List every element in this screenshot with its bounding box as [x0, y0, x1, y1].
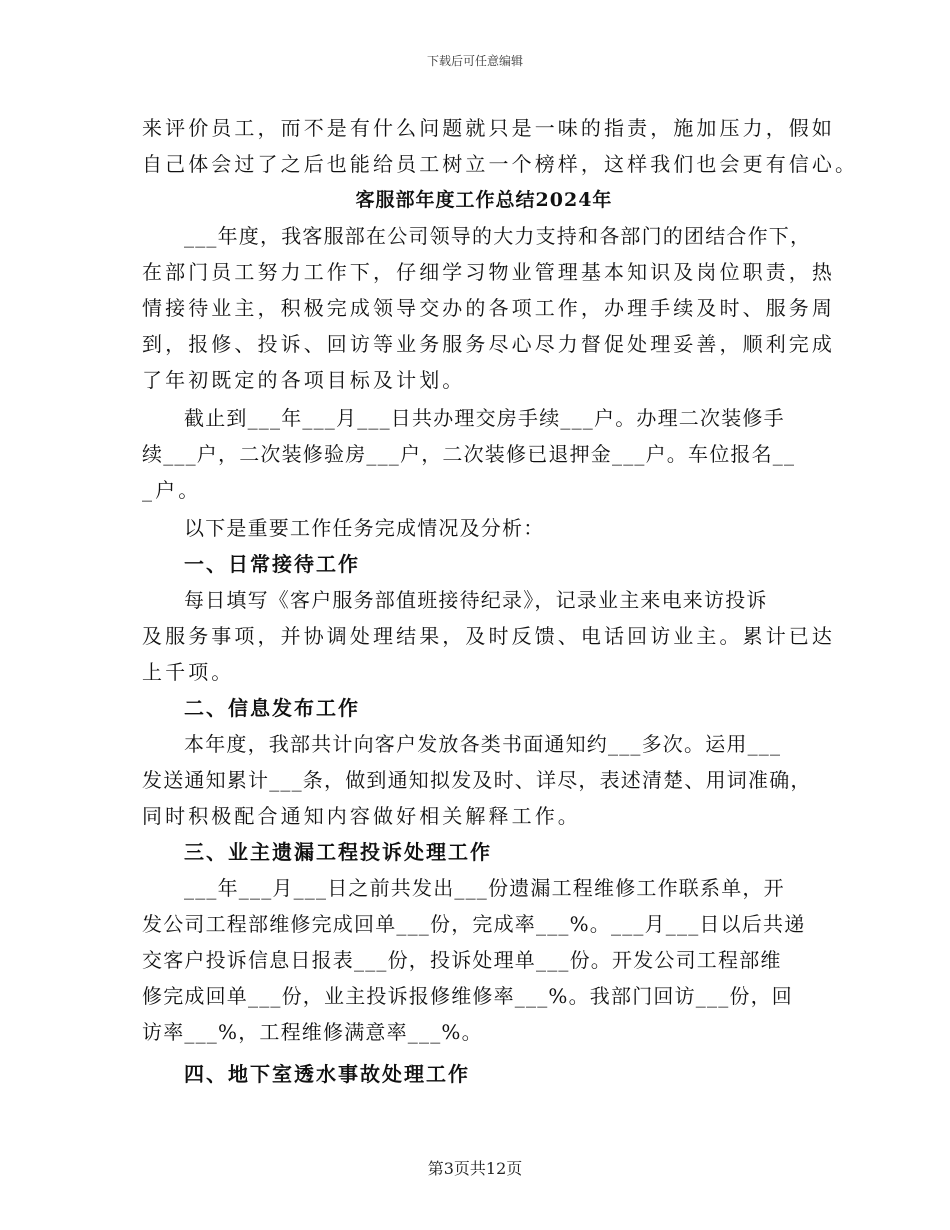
paragraph-line: 来评价员工，而不是有什么问题就只是一味的指责，施加压力，假如	[142, 116, 835, 140]
paragraph-line: 情接待业主，积极完成领导交办的各项工作，办理手续及时、服务周	[142, 296, 835, 320]
paragraph-line: ___年___月___日之前共发出___份遗漏工程维修工作联系单，开	[184, 876, 785, 900]
paragraph-line: 了年初既定的各项目标及计划。	[142, 368, 466, 392]
paragraph-line: 交客户投诉信息日报表___份，投诉处理单___份。开发公司工程部维	[142, 948, 782, 972]
paragraph-line: 本年度，我部共计向客户发放各类书面通知约___多次。运用___	[184, 732, 782, 756]
section-heading: 二、信息发布工作	[184, 696, 360, 720]
paragraph-line: _户。	[142, 478, 202, 502]
section-heading: 一、日常接待工作	[184, 552, 360, 576]
paragraph-line: 到，报修、投诉、回访等业务服务尽心尽力督促处理妥善，顺利完成	[142, 332, 835, 356]
paragraph-line: 访率___%，工程维修满意率___%。	[142, 1020, 483, 1044]
paragraph-line: 在部门员工努力工作下，仔细学习物业管理基本知识及岗位职责，热	[142, 260, 835, 284]
section-heading: 三、业主遗漏工程投诉处理工作	[184, 840, 492, 864]
page-footer: 第3页共12页	[427, 1159, 523, 1178]
paragraph-line: 同时积极配合通知内容做好相关解释工作。	[142, 804, 581, 828]
paragraph-line: 每日填写《客户服务部值班接待纪录》，记录业主来电来访投诉	[184, 588, 768, 612]
paragraph-line: 截止到___年___月___日共办理交房手续___户。办理二次装修手	[184, 406, 785, 430]
header-note: 下载后可任意编辑	[426, 54, 523, 68]
paragraph-line: 上千项。	[142, 660, 235, 684]
paragraph-line: 以下是重要工作任务完成情况及分析：	[184, 516, 545, 540]
document-title: 客服部年度工作总结2024年	[355, 189, 613, 211]
paragraph-line: 修完成回单___份，业主投诉报修维修率___%。我部门回访___份，回	[142, 984, 794, 1008]
paragraph-line: ___年度，我客服部在公司领导的大力支持和各部门的团结合作下，	[184, 224, 812, 248]
paragraph-line: 发公司工程部维修完成回单___份，完成率___%。___月___日以后共递	[142, 912, 806, 936]
paragraph-line: 续___户，二次装修验房___户，二次装修已退押金___户。车位报名__	[142, 442, 796, 466]
paragraph-line: 及服务事项，并协调处理结果，及时反馈、电话回访业主。累计已达	[142, 624, 835, 648]
paragraph-line: 发送通知累计___条，做到通知拟发及时、详尽，表述清楚、用词准确，	[142, 768, 812, 792]
paragraph-line: 自己体会过了之后也能给员工树立一个榜样，这样我们也会更有信心。	[142, 152, 859, 176]
document-body	[142, 110, 859, 1092]
section-heading: 四、地下室透水事故处理工作	[184, 1062, 470, 1086]
